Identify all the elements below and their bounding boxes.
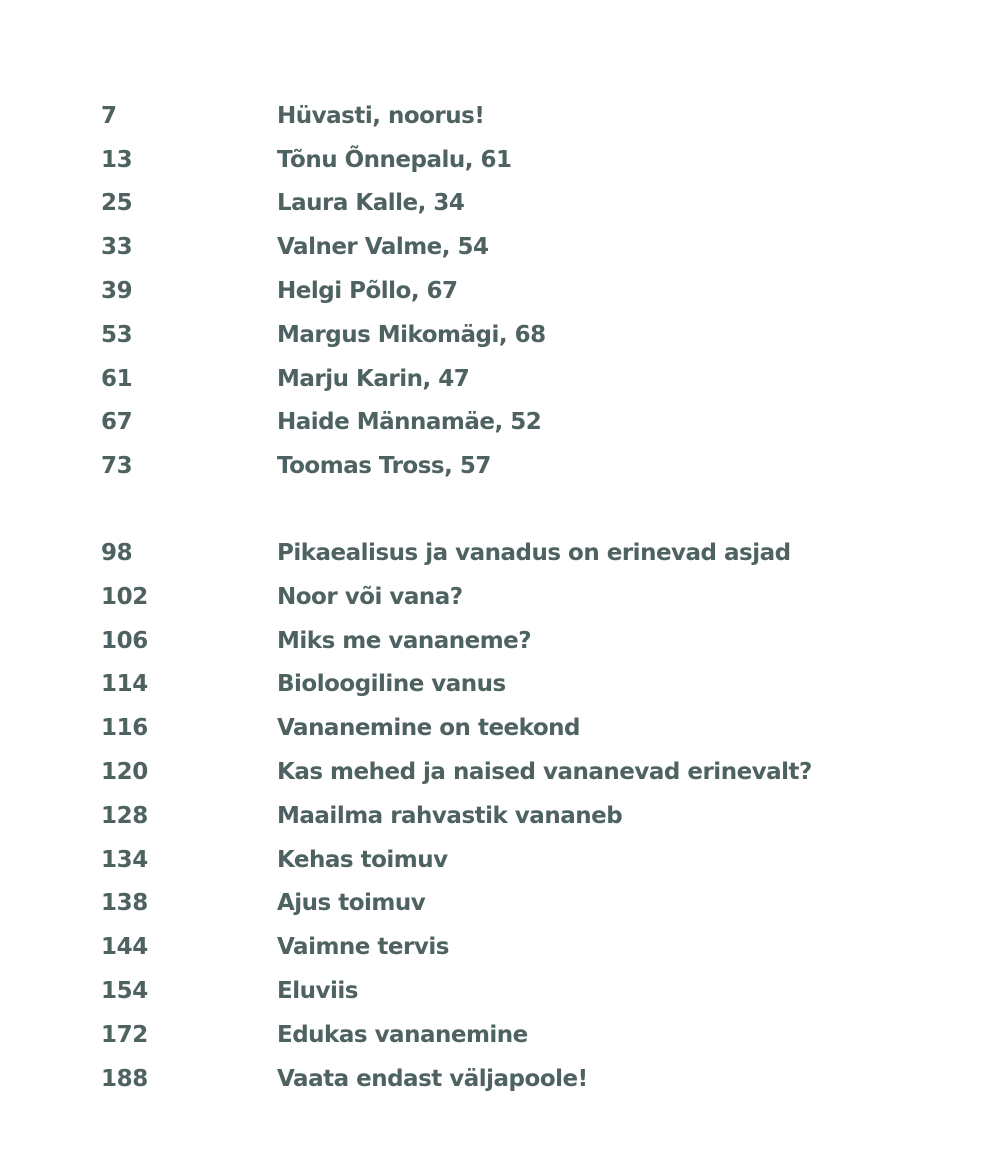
entry-title: Maailma rahvastik vananeb — [277, 802, 623, 829]
entry-title: Pikaealisus ja vanadus on erinevad asjad — [277, 540, 791, 567]
entry-title: Kas mehed ja naised vananevad erinevalt? — [277, 759, 812, 786]
page-number: 116 — [101, 715, 148, 742]
page-number: 106 — [101, 627, 148, 654]
page-number: 114 — [101, 671, 148, 698]
page-number: 61 — [101, 365, 133, 392]
page-number: 154 — [101, 978, 148, 1005]
entry-title: Helgi Põllo, 67 — [277, 278, 458, 305]
page-number: 128 — [101, 802, 148, 829]
page-number: 73 — [101, 453, 133, 480]
toc-entry[interactable] — [101, 531, 961, 575]
entry-title: Eluviis — [277, 978, 358, 1005]
page-number: 67 — [101, 409, 133, 436]
entry-title: Tõnu Õnnepalu, 61 — [277, 146, 512, 173]
toc-section-interviews — [101, 94, 961, 488]
toc-entry[interactable] — [101, 225, 961, 269]
entry-title: Edukas vananemine — [277, 1021, 528, 1048]
toc-entry[interactable] — [101, 619, 961, 663]
page-number: 13 — [101, 146, 133, 173]
entry-title: Haide Männamäe, 52 — [277, 409, 542, 436]
page-number: 33 — [101, 234, 133, 261]
page-number: 102 — [101, 583, 148, 610]
toc-entry[interactable] — [101, 969, 961, 1013]
page-number: 39 — [101, 278, 133, 305]
toc-entry[interactable] — [101, 444, 961, 488]
entry-title: Laura Kalle, 34 — [277, 190, 465, 217]
entry-title: Margus Mikomägi, 68 — [277, 321, 546, 348]
toc-entry[interactable] — [101, 357, 961, 401]
entry-title: Hüvasti, noorus! — [277, 102, 485, 129]
page-number: 7 — [101, 102, 117, 129]
page-number: 188 — [101, 1065, 148, 1092]
page-number: 120 — [101, 759, 148, 786]
table-of-contents — [101, 94, 961, 1101]
page-number: 172 — [101, 1021, 148, 1048]
toc-section-topics — [101, 531, 961, 1100]
entry-title: Noor või vana? — [277, 583, 463, 610]
entry-title: Miks me vananeme? — [277, 627, 532, 654]
toc-entry[interactable] — [101, 1013, 961, 1057]
toc-entry[interactable] — [101, 182, 961, 226]
entry-title: Marju Karin, 47 — [277, 365, 470, 392]
entry-title: Vananemine on teekond — [277, 715, 580, 742]
toc-entry[interactable] — [101, 750, 961, 794]
entry-title: Toomas Tross, 57 — [277, 453, 491, 480]
entry-title: Ajus toimuv — [277, 890, 426, 917]
toc-entry[interactable] — [101, 838, 961, 882]
toc-entry[interactable] — [101, 269, 961, 313]
entry-title: Kehas toimuv — [277, 846, 448, 873]
toc-entry[interactable] — [101, 575, 961, 619]
toc-entry[interactable] — [101, 313, 961, 357]
toc-entry[interactable] — [101, 1057, 961, 1101]
page-number: 138 — [101, 890, 148, 917]
page-number: 98 — [101, 540, 133, 567]
toc-entry[interactable] — [101, 882, 961, 926]
toc-entry[interactable] — [101, 94, 961, 138]
toc-entry[interactable] — [101, 706, 961, 750]
toc-entry[interactable] — [101, 401, 961, 445]
entry-title: Vaata endast väljapoole! — [277, 1065, 588, 1092]
page-number: 25 — [101, 190, 133, 217]
page-number: 134 — [101, 846, 148, 873]
entry-title: Bioloogiline vanus — [277, 671, 506, 698]
page-number: 53 — [101, 321, 133, 348]
toc-entry[interactable] — [101, 794, 961, 838]
toc-entry[interactable] — [101, 138, 961, 182]
toc-entry[interactable] — [101, 663, 961, 707]
entry-title: Vaimne tervis — [277, 934, 449, 961]
entry-title: Valner Valme, 54 — [277, 234, 489, 261]
toc-entry[interactable] — [101, 925, 961, 969]
page-number: 144 — [101, 934, 148, 961]
